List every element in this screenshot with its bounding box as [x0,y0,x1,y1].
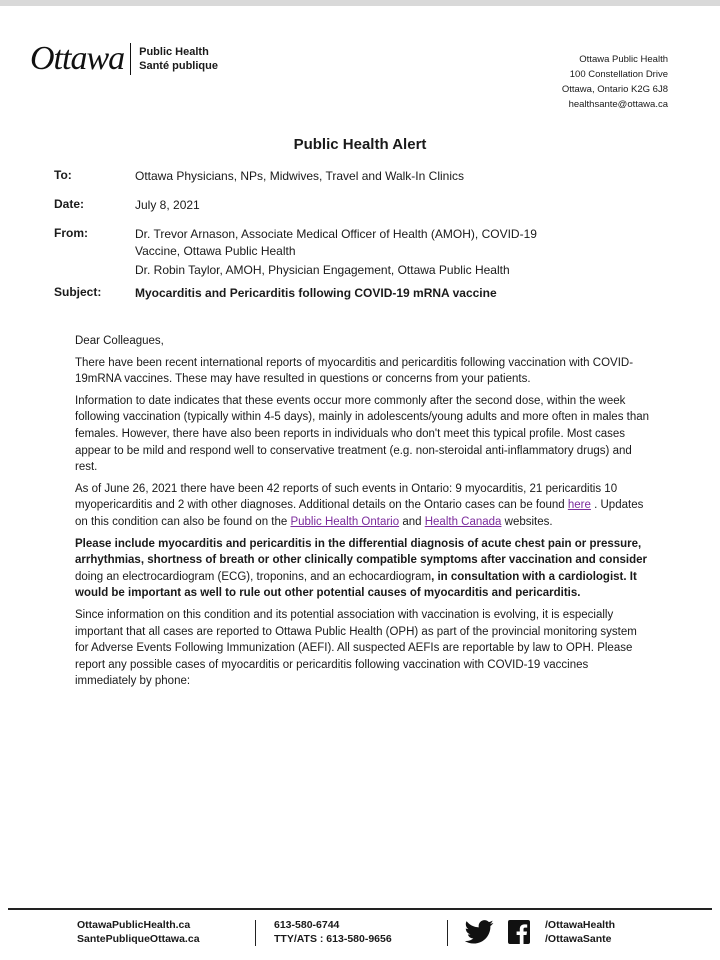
facebook-icon[interactable] [508,920,530,948]
text-span: and [399,515,425,528]
from-line: Dr. Robin Taylor, AMOH, Physician Engagement, Ottawa Public Health [135,263,510,277]
paragraph-differential-diagnosis [75,536,650,602]
to-row [54,168,654,185]
logo-department-en: Public Health [139,46,209,58]
paragraph-ontario-reports [75,481,650,531]
date-row [54,197,654,214]
ottawa-logo [30,40,218,78]
here-link[interactable]: here [567,499,591,512]
subject-value: Myocarditis and Pericarditis following COVID-19 mRNA vaccine [135,286,497,300]
document-title: Public Health Alert [293,136,427,153]
from-label: From: [54,226,88,240]
address-line: Ottawa Public Health [579,54,668,65]
logo-wordmark: Ottawa [30,40,125,77]
from-line: Dr. Trevor Arnason, Associate Medical Officer of Health (AMOH), COVID-19 [135,227,537,241]
address-email: healthsante@ottawa.ca [568,99,668,110]
greeting: Dear Colleagues, [75,335,164,347]
logo-divider [130,43,131,75]
footer-websites [77,918,200,946]
tty-number: TTY/ATS : 613-580-9656 [274,933,392,945]
to-label: To: [54,168,72,182]
logo-department-fr: Santé publique [139,60,218,72]
text-span: As of June 26, 2021 there have been 42 reports of such events in Ontario: 9 myocarditis, 21 pericarditis 10 myopericarditis and 2 with other diagnoses. Additional details on the Ontario cases can be found [75,482,618,512]
text-span: . Updates on this condition can also be found on the [75,499,644,528]
paragraph-profile: Information to date indicates that these events occur more commonly after the second dose, within the week following vaccination (typically within 4-5 days), mainly in adolescents/young adults and more often in males than females. However, there have also been reports in individuals who don't meet this typical profile. Most cases appear to be mild and respond well to conservative treatment (e.g. non-steroidal anti-inflammatory drugs) and rest. [75,394,650,474]
sender-address [562,52,668,112]
footer-social [545,918,615,946]
text-span: websites. [501,515,553,528]
from-value [135,226,537,279]
from-row [54,226,654,279]
letter-body [75,333,650,695]
health-canada-link[interactable]: Health Canada [424,515,502,528]
scan-top-border [0,0,720,6]
date-label: Date: [54,197,85,211]
footer-separator [255,920,256,946]
text-span: doing an electrocardiogram (ECG), troponins, and an echocardiogram [75,570,432,583]
to-value: Ottawa Physicians, NPs, Midwives, Travel and Walk-In Clinics [135,169,464,183]
logo-department [139,45,218,73]
twitter-icon[interactable] [464,920,494,948]
address-line: Ottawa, Ontario K2G 6J8 [561,84,668,95]
public-health-ontario-link[interactable]: Public Health Ontario [290,515,400,528]
footer-separator [447,920,448,946]
social-handle-fr[interactable]: /OttawaSante [545,933,612,945]
subject-row [54,285,654,302]
bold-text: Please include myocarditis and pericarditis in the differential diagnosis of acute chest pain or pressure, arrhythmias, shortness of breath or other clinically compatible symptoms after vaccination and consider [75,537,647,567]
memo-header [54,168,654,302]
website-fr[interactable]: SantePubliqueOttawa.ca [77,933,200,945]
from-line: Vaccine, Ottawa Public Health [135,244,296,258]
bold-text: , in consultation with a cardiologist. It would be important as well to rule out other potential causes of myocarditis and pericarditis. [75,570,637,600]
footer-phones [274,918,392,946]
social-handle-en[interactable]: /OttawaHealth [545,919,616,931]
subject-label: Subject: [54,285,102,299]
footer-divider [8,908,712,910]
date-value: July 8, 2021 [135,198,200,212]
website-en[interactable]: OttawaPublicHealth.ca [77,919,191,931]
paragraph-intro: There have been recent international reports of myocarditis and pericarditis following vaccination with COVID-19mRNA vaccines. These may have resulted in questions or concerns from your patients. [75,356,634,386]
paragraph-reporting: Since information on this condition and its potential association with vaccination is evolving, it is especially important that all cases are reported to Ottawa Public Health (OPH) as part of the provincial monitoring system for Adverse Events Following Immunization (AEFI). All suspected AEFIs are reportable by law to OPH. Please report any possible cases of myocarditis or pericarditis following vaccination with COVID-19 vaccines immediately by phone: [75,608,637,688]
phone-number: 613-580-6744 [274,919,340,931]
address-line: 100 Constellation Drive [569,69,668,80]
